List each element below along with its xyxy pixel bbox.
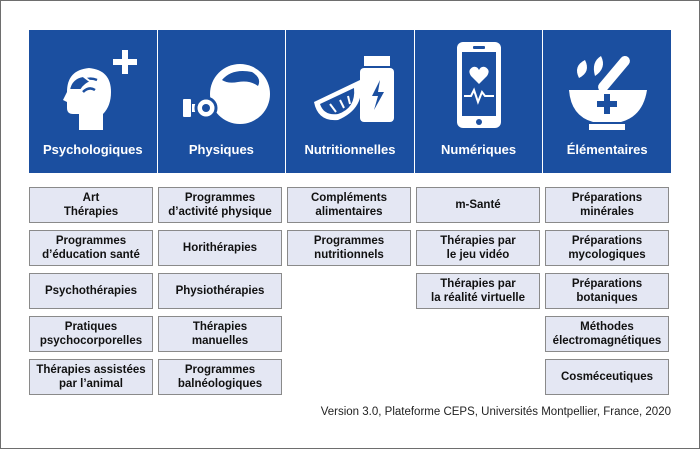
item-cosmeceutiques: Cosméceutiques bbox=[545, 359, 669, 395]
item-m-sante: m-Santé bbox=[416, 187, 540, 223]
item-complements-alimentaires: Compléments alimentaires bbox=[287, 187, 411, 223]
dumbbell-ball-icon bbox=[158, 30, 286, 140]
item-therapies-jeu-video: Thérapies par le jeu vidéo bbox=[416, 230, 540, 266]
item-psychotherapies: Psychothérapies bbox=[29, 273, 153, 309]
category-physiques bbox=[158, 30, 287, 173]
mortar-pestle-icon bbox=[543, 30, 671, 140]
item-therapies-realite-virtuelle: Thérapies par la réalité virtuelle bbox=[416, 273, 540, 309]
category-numeriques bbox=[415, 30, 544, 173]
category-label: Psychologiques bbox=[42, 142, 143, 157]
item-art-therapies: Art Thérapies bbox=[29, 187, 153, 223]
version-footer: Version 3.0, Plateforme CEPS, Universités Montpellier, France, 2020 bbox=[320, 406, 671, 418]
smartphone-heart-icon bbox=[415, 30, 543, 140]
item-preparations-mycologiques: Préparations mycologiques bbox=[545, 230, 669, 266]
item-programmes-education-sante: Programmes d’éducation santé bbox=[29, 230, 153, 266]
item-programmes-balneologiques: Programmes balnéologiques bbox=[158, 359, 282, 395]
category-nutritionnelles bbox=[286, 30, 415, 173]
item-pratiques-psychocorporelles: Pratiques psychocorporelles bbox=[29, 316, 153, 352]
category-label: Élémentaires bbox=[566, 142, 648, 157]
item-therapies-assistees-animal: Thérapies assistées par l’animal bbox=[29, 359, 153, 395]
category-psychologiques bbox=[29, 30, 158, 173]
item-methodes-electromagnetiques: Méthodes électromagnétiques bbox=[545, 316, 669, 352]
item-programmes-activite-physique: Programmes d’activité physique bbox=[158, 187, 282, 223]
item-physiotherapies: Physiothérapies bbox=[158, 273, 282, 309]
category-header bbox=[29, 30, 671, 173]
item-horitherapies: Horithérapies bbox=[158, 230, 282, 266]
fruit-supplement-icon bbox=[286, 30, 414, 140]
head-plus-icon bbox=[29, 30, 157, 140]
item-therapies-manuelles: Thérapies manuelles bbox=[158, 316, 282, 352]
category-label: Physiques bbox=[188, 142, 254, 157]
category-label: Nutritionnelles bbox=[304, 142, 396, 157]
item-preparations-botaniques: Préparations botaniques bbox=[545, 273, 669, 309]
category-label: Numériques bbox=[441, 142, 517, 157]
category-elementaires bbox=[543, 30, 671, 173]
item-programmes-nutritionnels: Programmes nutritionnels bbox=[287, 230, 411, 266]
item-preparations-minerales: Préparations minérales bbox=[545, 187, 669, 223]
